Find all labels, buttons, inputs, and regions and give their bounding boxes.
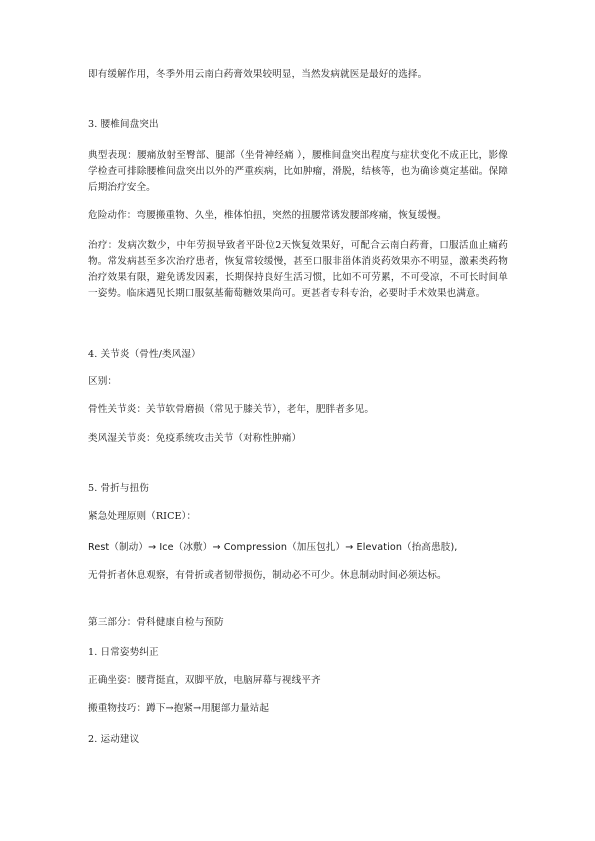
section-5-rice-title: 紧急处理原则（RICE）： [88,511,197,522]
part-3-subheading-posture: 1. 日常姿势纠正 [88,647,159,658]
part-3-lifting-technique: 搬重物技巧：蹲下→抱紧→用腿部力量站起 [88,703,270,714]
section-3-typical-symptoms: 典型表现：腰痛放射至臀部、腿部（坐骨神经痛 ），腰椎间盘突出程度与症状变化不成正比，影像学检查可排除腰椎间盘突出以外的严重疾病，比如肿瘤，滑脱，结核等，也为确诊奠定基础。保障后期治疗安全。 [88,150,508,193]
part-3-sitting-posture: 正确坐姿：腰背挺直，双脚平放，电脑屏幕与视线平齐 [88,675,321,686]
section-5-note: 无骨折者休息观察，有骨折或者韧带损伤，制动必不可少。休息制动时间必须达标。 [88,570,447,581]
part-3-heading: 第三部分：骨科健康自检与预防 [88,617,224,628]
section-4-osteoarthritis: 骨性关节炎：关节软骨磨损（常见于膝关节），老年，肥胖者多见。 [88,404,375,415]
section-5-rice-steps: Rest（制动）→ Ice（冰敷）→ Compression（加压包扎）→ Elevation（抬高患肢), [88,542,458,553]
section-4-rheumatoid-arthritis: 类风湿关节炎：免疫系统攻击关节（对称性肿痛） [88,433,302,444]
part-3-subheading-exercise: 2. 运动建议 [88,734,140,745]
section-4-difference-label: 区别： [88,376,118,387]
intro-paragraph: 即有缓解作用，冬季外用云南白药膏效果较明显，当然发病就医是最好的选择。 [88,69,428,80]
section-5-heading: 5. 骨折与扭伤 [88,483,149,494]
section-3-heading: 3. 腰椎间盘突出 [88,119,159,130]
section-3-dangerous-actions: 危险动作：弯腰搬重物、久坐，椎体怕扭，突然的扭腰常诱发腰部疼痛，恢复缓慢。 [88,210,447,221]
section-3-treatment: 治疗：发病次数少，中年劳损导致者平卧位2天恢复效果好，可配合云南白药膏，口服活血止痛药物。常发病甚至多次治疗患者，恢复常较缓慢，甚至口服非甾体消炎药效果亦不明显，激素类药物治疗效果有限，避免诱发因素，长期保持良好生活习惯，比如不可劳累，不可受凉，不可长时间单一姿势。临床遇见长期口服氨基葡萄糖效果尚可。更甚者专科专治，必要时手术效果也满意。 [88,240,508,299]
section-4-heading: 4. 关节炎（骨性/类风湿） [88,349,201,360]
